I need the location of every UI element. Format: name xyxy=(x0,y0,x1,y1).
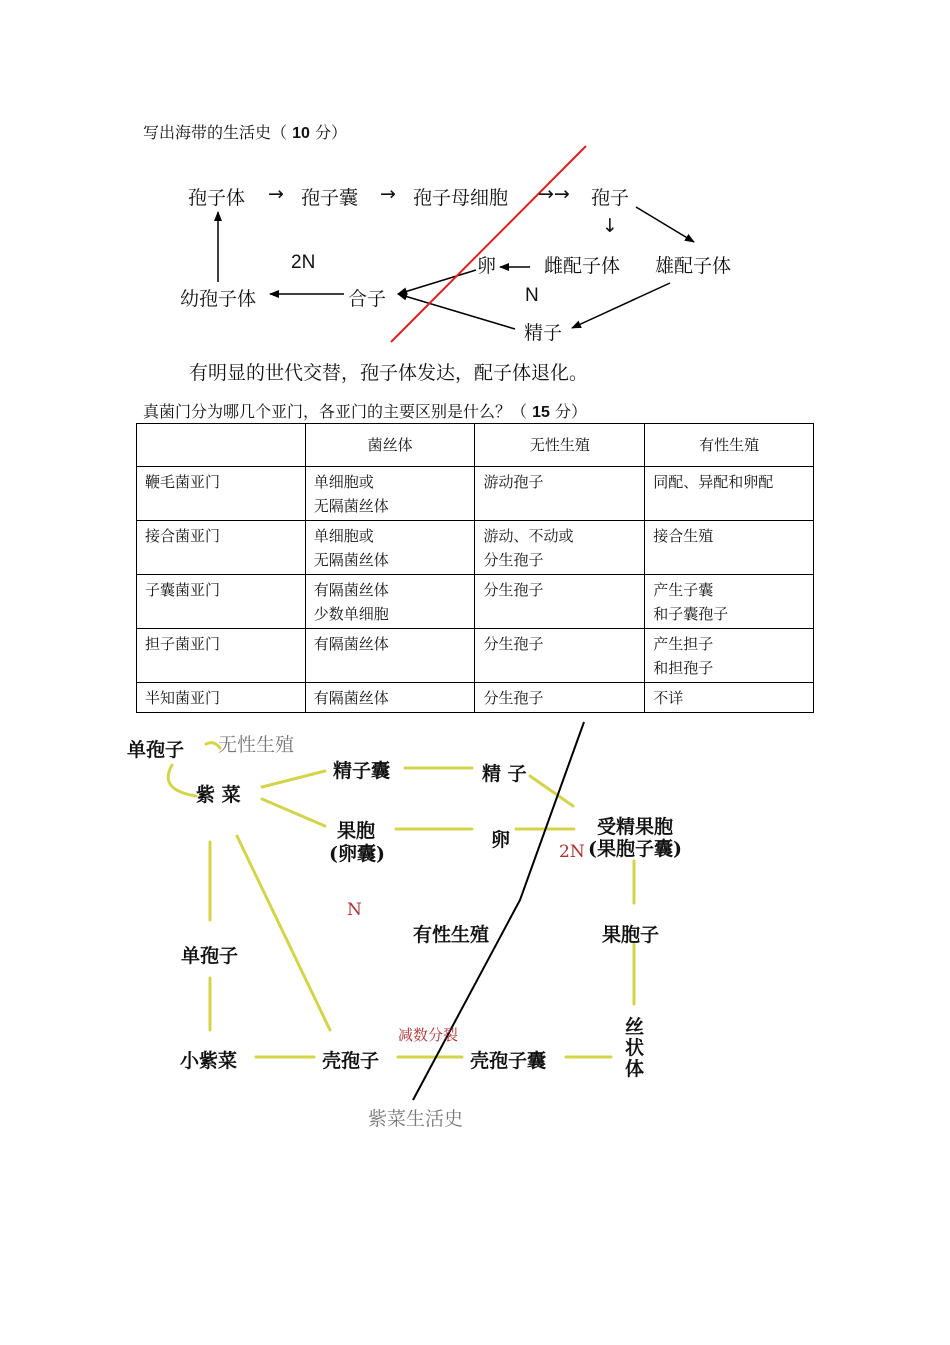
sperm-label: 精子 xyxy=(524,322,563,344)
asexual-cell xyxy=(475,629,645,683)
cell-line: 分生孢子 xyxy=(483,551,544,569)
cell-line: 游动、不动或 xyxy=(483,527,574,545)
monospore-top-label: 单孢子 xyxy=(127,739,185,761)
table-header-asexual: 无性生殖 xyxy=(475,424,645,467)
table-row xyxy=(137,521,814,575)
sporangium-label: 孢子囊 xyxy=(301,187,359,209)
question-1-points: 10 xyxy=(292,125,310,142)
cell-line: 同配、异配和卵配 xyxy=(653,473,774,491)
table-row xyxy=(137,467,814,521)
filament-char-2: 状 xyxy=(625,1037,645,1059)
cell-line: 少数单细胞 xyxy=(313,605,389,623)
mycelium-cell xyxy=(305,521,475,575)
sexual-cell xyxy=(645,521,814,575)
sporophyte-label: 孢子体 xyxy=(188,187,246,209)
zygote-label: 合子 xyxy=(348,288,387,310)
meiosis-label: 减数分裂 xyxy=(398,1026,459,1044)
cell-line: 游动孢子 xyxy=(483,473,544,491)
young-sporophyte-label: 幼孢子体 xyxy=(180,288,257,310)
subphylum-name: 接合菌亚门 xyxy=(137,521,306,575)
cell-line: 单细胞或 xyxy=(313,527,374,545)
cell-line: 产生子囊 xyxy=(653,581,714,599)
porphyra-caption: 紫菜生活史 xyxy=(368,1108,464,1130)
asexual-cell xyxy=(475,467,645,521)
cell-line: 有隔菌丝体 xyxy=(313,581,389,599)
sexual-reproduction-label: 有性生殖 xyxy=(413,924,490,946)
arrow-male-to-sperm xyxy=(572,283,670,328)
porphyra-label: 紫 菜 xyxy=(196,784,241,806)
question-2-points: 15 xyxy=(532,404,550,421)
table-header-mycelium: 菌丝体 xyxy=(305,424,475,467)
asexual-cell xyxy=(475,575,645,629)
small-porphyra-label: 小紫菜 xyxy=(180,1050,238,1072)
subphylum-name: 子囊菌亚门 xyxy=(137,575,306,629)
conchosporangium-label: 壳孢子囊 xyxy=(470,1050,547,1072)
arrow-egg-to-zygote xyxy=(398,270,476,294)
porphyra-ploidy-2n-label: 2N xyxy=(559,842,585,862)
spore-label: 孢子 xyxy=(591,187,630,209)
arrow-sperm-to-zygote xyxy=(398,294,515,329)
monospore-mid-label: 单孢子 xyxy=(181,945,239,967)
porphyra-ploidy-n-label: N xyxy=(347,900,362,920)
question-2-text: 真菌门分为哪几个亚门，各亚门的主要区别是什么？（ xyxy=(143,402,533,421)
link-porphyra-carpogonium xyxy=(262,799,325,826)
sexual-cell xyxy=(645,575,814,629)
arrow-spore-to-male xyxy=(636,207,694,242)
porphyra-sperm-label: 精 子 xyxy=(482,763,527,785)
down-arrow-glyph: ↓ xyxy=(602,215,618,237)
egg-label: 卵 xyxy=(477,255,497,277)
carpospore-label: 果胞子 xyxy=(602,924,660,946)
table-row xyxy=(137,683,814,713)
subphylum-name: 鞭毛菌亚门 xyxy=(137,467,306,521)
mycelium-cell xyxy=(305,629,475,683)
question-2-unit: 分） xyxy=(549,402,587,421)
question-1-unit: 分） xyxy=(309,123,347,142)
asexual-reproduction-label: 无性生殖 xyxy=(218,734,295,756)
sexual-cell xyxy=(645,629,814,683)
oogonium-label: (卵囊) xyxy=(329,843,385,865)
link-porphyra-spermatangium xyxy=(262,771,325,787)
asexual-cell xyxy=(475,683,645,713)
male-gametophyte-label: 雄配子体 xyxy=(655,255,732,277)
cell-line: 分生孢子 xyxy=(483,635,544,653)
link-sperm-fertilized xyxy=(530,776,573,806)
cell-line: 有隔菌丝体 xyxy=(313,689,389,707)
question-2 xyxy=(143,399,587,422)
subphylum-name: 半知菌亚门 xyxy=(137,683,306,713)
cell-line: 分生孢子 xyxy=(483,689,544,707)
link-porphyra-conchospore xyxy=(237,836,330,1030)
cell-line: 不详 xyxy=(653,689,684,707)
arrow-glyph-1: → xyxy=(268,183,284,205)
ploidy-2n-label: 2N xyxy=(291,252,316,273)
mycelium-cell xyxy=(305,467,475,521)
meiosis-cut-line-red xyxy=(391,146,586,342)
female-gametophyte-label: 雌配子体 xyxy=(544,255,621,277)
asexual-cell xyxy=(475,521,645,575)
cell-line: 无隔菌丝体 xyxy=(313,497,389,515)
table-row xyxy=(137,629,814,683)
asexual-arc-left xyxy=(168,765,196,796)
spore-mother-cell-label: 孢子母细胞 xyxy=(413,187,509,209)
table-header-sexual: 有性生殖 xyxy=(645,424,814,467)
cell-line: 有隔菌丝体 xyxy=(313,635,389,653)
cell-line: 接合生殖 xyxy=(653,527,714,545)
kelp-summary: 有明显的世代交替，孢子体发达，配子体退化。 xyxy=(189,362,589,384)
cell-line: 和子囊孢子 xyxy=(653,605,729,623)
subphylum-name: 担子菌亚门 xyxy=(137,629,306,683)
spermatangium-label: 精子囊 xyxy=(333,760,391,782)
carposporangium-label: (果胞子囊) xyxy=(588,838,682,860)
carpogonium-label: 果胞 xyxy=(337,820,376,842)
fungi-subphyla-table xyxy=(136,423,814,713)
cell-line: 分生孢子 xyxy=(483,581,544,599)
conchospore-label: 壳孢子 xyxy=(322,1050,380,1072)
porphyra-egg-label: 卵 xyxy=(491,829,511,851)
ploidy-n-label: N xyxy=(525,285,539,306)
arrow-glyph-3: →→ xyxy=(538,183,570,205)
sexual-cell xyxy=(645,683,814,713)
mycelium-cell xyxy=(305,683,475,713)
sexual-cell xyxy=(645,467,814,521)
cell-line: 产生担子 xyxy=(653,635,714,653)
filament-char-1: 丝 xyxy=(625,1016,645,1038)
cell-line: 和担孢子 xyxy=(653,659,714,677)
filament-char-3: 体 xyxy=(625,1058,645,1080)
table-row xyxy=(137,575,814,629)
cell-line: 单细胞或 xyxy=(313,473,374,491)
fertilized-carpogonium-label: 受精果胞 xyxy=(597,816,674,838)
arrow-glyph-2: → xyxy=(380,183,396,205)
question-1-text: 写出海带的生活史（ xyxy=(143,123,293,142)
mycelium-cell xyxy=(305,575,475,629)
table-header-empty xyxy=(137,424,306,467)
table-header-row xyxy=(137,424,814,467)
cell-line: 无隔菌丝体 xyxy=(313,551,389,569)
